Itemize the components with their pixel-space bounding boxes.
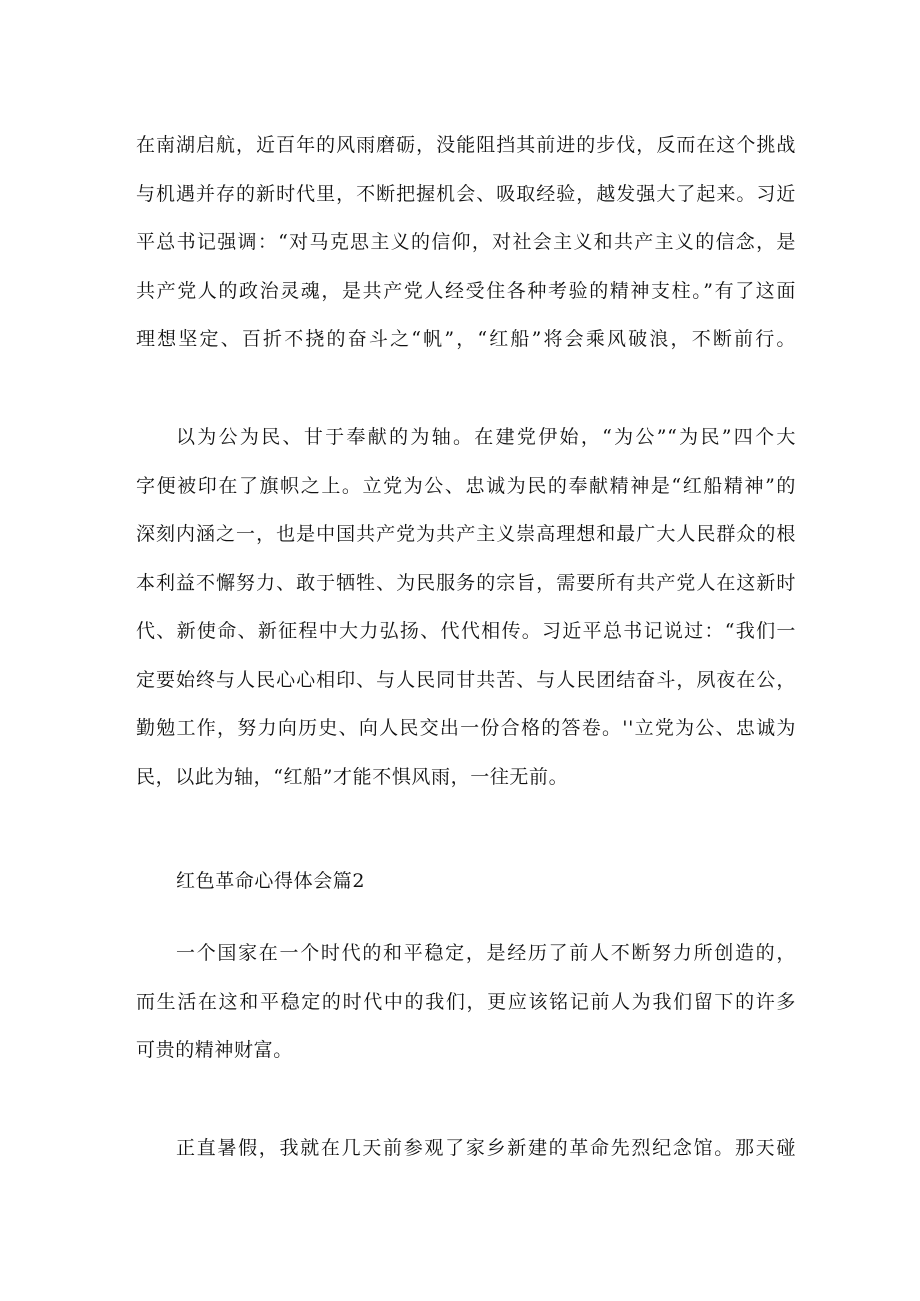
- paragraph-line: 字便被印在了旗帜之上。立党为公、忠诚为民的奉献精神是“红船精神”的: [136, 474, 796, 497]
- paragraph-line: 民，以此为轴，“红船”才能不惧风雨，一往无前。: [136, 765, 569, 788]
- paragraph-line: 代、新使命、新征程中大力弘扬、代代相传。习近平总书记说过：“我们一: [136, 620, 796, 642]
- paragraph-line: 理想坚定、百折不挠的奋斗之“帆”，“红船”将会乘风破浪，不断前行。: [136, 328, 796, 350]
- paragraph-2: [136, 413, 796, 801]
- paragraph-line: 而生活在这和平稳定的时代中的我们，更应该铭记前人为我们留下的许多: [136, 990, 796, 1013]
- paragraph-3: [136, 929, 796, 1075]
- section-heading-text: 红色革命心得体会篇2: [176, 870, 366, 892]
- paragraph-4: [136, 1124, 796, 1173]
- section-heading: [136, 857, 796, 906]
- paragraph-line: 平总书记强调：“对马克思主义的信仰，对社会主义和共产主义的信念，是: [136, 231, 796, 253]
- paragraph-line: 在南湖启航，近百年的风雨磨砺，没能阻挡其前进的步伐，反而在这个挑战: [136, 134, 796, 156]
- paragraph-line: 可贵的精神财富。: [136, 1039, 293, 1061]
- paragraph-line: 与机遇并存的新时代里，不断把握机会、吸取经验，越发强大了起来。习近: [136, 182, 796, 205]
- paragraph-line: 一个国家在一个时代的和平稳定，是经历了前人不断努力所创造的，: [176, 942, 796, 964]
- paragraph-line: 勤勉工作，努力向历史、向人民交出一份合格的答卷。''立党为公、忠诚为: [136, 717, 796, 739]
- paragraph-line: 正直暑假，我就在几天前参观了家乡新建的革命先烈纪念馆。那天碰: [176, 1137, 796, 1159]
- paragraph-line: 定要始终与人民心心相印、与人民同甘共苦、与人民团结奋斗，夙夜在公，: [136, 668, 796, 691]
- paragraph-line: 以为公为民、甘于奉献的为轴。在建党伊始，“为公”“为民”四个大: [176, 426, 796, 448]
- paragraph-line: 共产党人的政治灵魂，是共产党人经受住各种考验的精神支柱。”有了这面: [136, 279, 796, 302]
- paragraph-line: 本利益不懈努力、敢于牺牲、为民服务的宗旨，需要所有共产党人在这新时: [136, 571, 796, 594]
- paragraph-line: 深刻内涵之一，也是中国共产党为共产主义崇高理想和最广大人民群众的根: [136, 523, 796, 545]
- paragraph-1: [136, 121, 796, 364]
